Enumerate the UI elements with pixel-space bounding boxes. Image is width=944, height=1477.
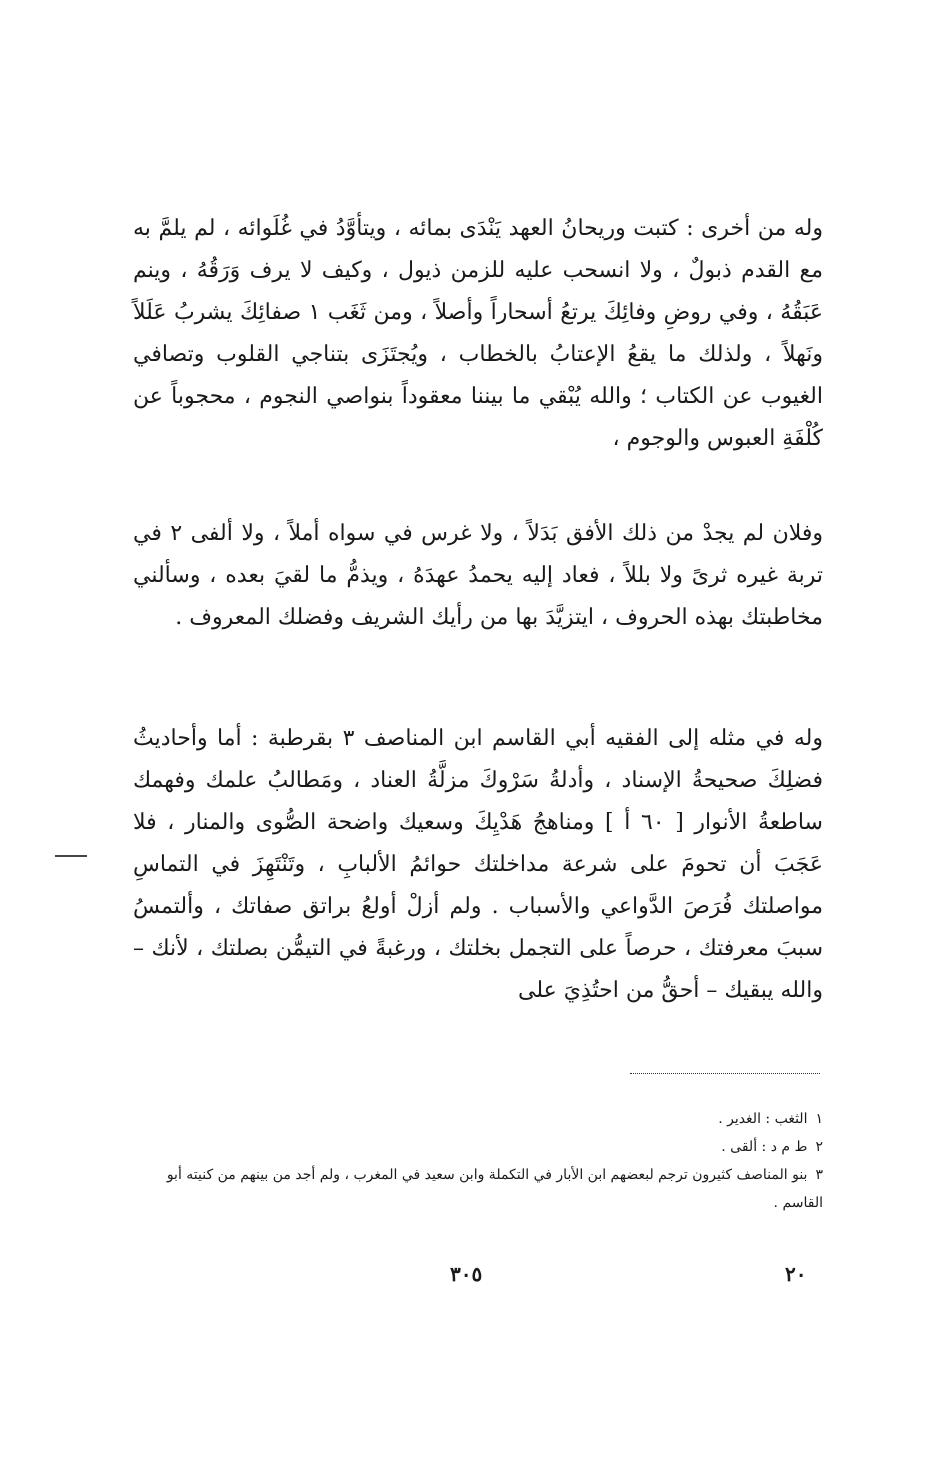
footnote-1 [133,1105,823,1133]
footnote-3 [133,1161,823,1217]
footnote-2 [133,1133,823,1161]
paragraph-1: وله من أخرى : كتبت وريحانُ العهد يَنْدَى بمائه ، ويتأوَّدُ في غُلَوائه ، لم يلمَّ به مع القدم ذبولٌ ، ولا انسحب عليه للزمن ذيول ، وكيف لا يرف وَرَقُهُ ، وينم عَبَقُهُ ، وفي روضِ وفائِكَ يرتعُ أسحاراً وأصلاً ، ومن ثَغَب ١ صفائِكَ يشربُ عَلَلاً ونَهلاً ، ولذلك ما يقعُ الإعتابُ بالخطاب ، ويُجتَزَى بتناجي القلوب وتصافي الغيوب عن الكتاب ؛ والله يُبْقي ما بيننا معقوداً بنواصي النجوم ، محجوباً عن كُلْفَةِ العبوس والوجوم ، [133,216,823,451]
paragraph-3: وله في مثله إلى الفقيه أبي القاسم ابن المناصف ٣ بقرطبة : أما وأحاديثُ فضلِكَ صحيحةُ الإسناد ، وأدلةُ سَرْوكَ مزلَّةُ العناد ، ومَطالبُ علمك وفهمك ساطعةُ الأنوار [ ٦٠ أ ] ومناهجُ هَدْيِكَ وسعيك واضحة الصُّوى والمنار ، فلا عَجَبَ أن تحومَ على شرعة مداخلتك حوائمُ الألبابِ ، وتَنْتَهِزَ في التماسِ مواصلتك فُرَصَ الدَّواعي والأسباب . ولم أزلْ أولعُ براتق صفاتك ، وألتمسُ سببَ معرفتك ، حرصاً على التجمل بخلتك ، ورغبةً في التيمُّن بصلتك ، لأنك – والله يبقيك – أحقُّ من احتُذِيَ على [133,726,823,1003]
page-number: ٣٠٥ [450,1262,483,1286]
footnote-number: ٢ [815,1139,823,1155]
footnote-number: ٣ [815,1167,823,1183]
footnote-number: ١ [815,1111,823,1127]
margin-mark [55,855,87,857]
signature-number: ٢٠ [785,1262,807,1286]
footnote-separator [630,1073,820,1074]
footnote-text: الثغب : الغدير . [718,1111,808,1127]
footnote-text: ط م د : ألقى . [721,1139,808,1155]
paragraph-2: وفلان لم يجدْ من ذلك الأفق بَدَلاً ، ولا غرس في سواه أملاً ، ولا ألفى ٢ في تربة غيره ثرىً ولا بللاً ، فعاد إليه يحمدُ عهدَهُ ، ويذمُّ ما لقيَ بعده ، وسألني مخاطبتك بهذه الحروف ، ايتزيَّدَ بها من رأيك الشريف وفضلك المعروف . [133,521,823,630]
footnote-text: بنو المناصف كثيرون ترجم لبعضهم ابن الأبار في التكملة وابن سعيد في المغرب ، ولم أجد من بينهم من كنيته أبو القاسم . [166,1167,823,1211]
footnotes [133,1105,823,1217]
